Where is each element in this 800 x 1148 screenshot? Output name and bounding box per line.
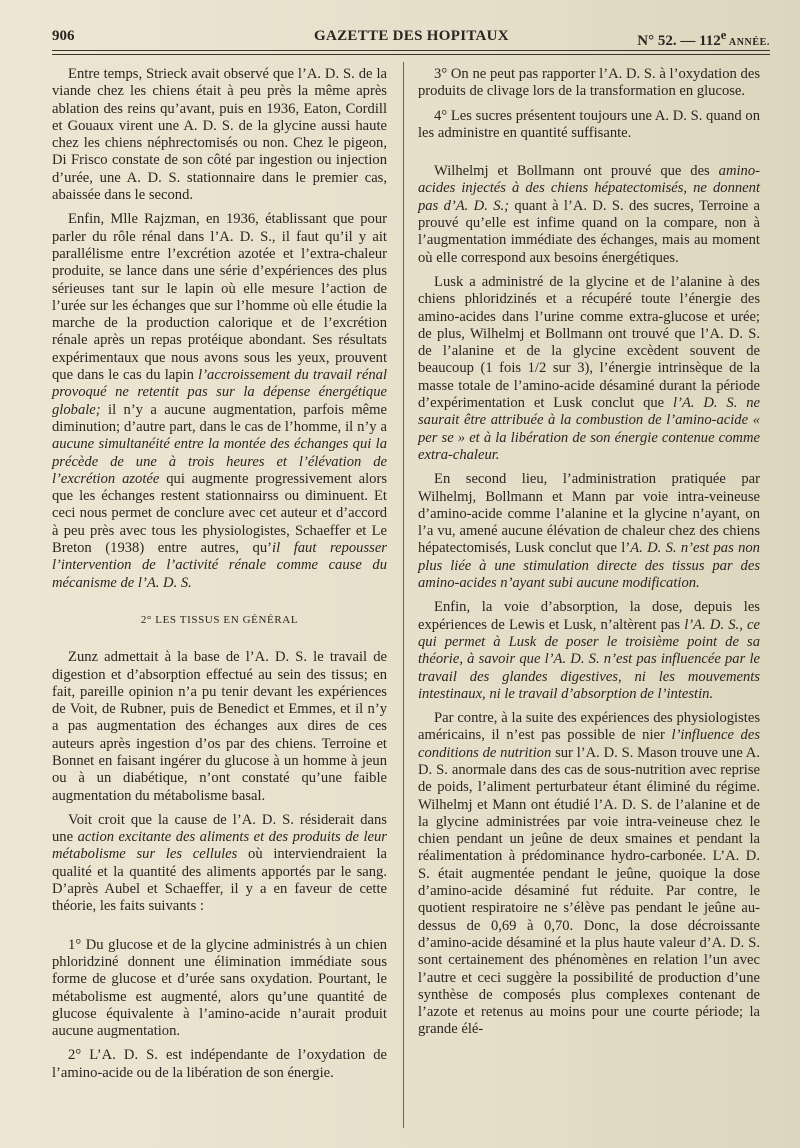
paragraph: Zunz admettait à la base de l’A. D. S. le travail de digestion et d’absorption effectué au sein des tissus; en fait, pareille opinion n’a pu tenir devant les expériences de Voit, de Rubner, puis de Benedict et Emmes, et il n’y a pas augmentation des échanges aux dires de ces auteurs après ingestion d’os par des chiens. Terroine et Bonnet en faisant ingérer du glucose à un homme à jeun ou à un diabétique, n’ont constaté qu’une faible augmentation du métabolisme basal. [52, 649, 387, 804]
header-rule [52, 50, 770, 51]
running-header [52, 28, 770, 50]
header-rule-thin [52, 54, 770, 55]
left-column [52, 66, 387, 1089]
column-divider [403, 62, 404, 1128]
journal-title: GAZETTE DES HOPITAUX [314, 28, 509, 44]
paragraph: Par contre, à la suite des expériences des physiologistes américains, il n’est pas possible de nier l’influence des conditions de nutrition sur l’A. D. S. Mason trouve une A. D. S. anormale dans des cas de sous-nutrition avec reprise de poids, l’aliment perturbateur étant éliminé du régime. Wilhelmj et Mann ont étudié l’A. D. S. de l’alanine et de la glycine administrées par voie intra-veineuse chez le chien pendant un jeûne de deux smaines et pendant la réalimentation à prédominance hydro-carbonée. L’A. D. S. était augmentée pendant le jeûne, quoique la dose d’amino-acide désaminé fut réduite. Par contre, le quotient respiratoire ne s’élève pas pendant le jeûne au-dessus de 0,69 à 0,70. Donc, la dose décroissante d’amino-acide désaminé et la plus haute valeur d’A. D. S. sont certainement des phénomènes en relation l’un avec l’autre et ceci suggère la possibilité de production d’une synthèse de composés plus complexes contenant de l’azote et retenus au moins pour une courte période; la grande élé- [418, 710, 761, 1038]
page-number: 906 [52, 28, 75, 44]
section-heading: 2° LES TISSUS EN GÉNÉRAL [140, 613, 299, 626]
paragraph: Entre temps, Strieck avait observé que l’A. D. S. de la viande chez les chiens était à peu près la même après ablation des reins qu’avant, puis en 1936, Eaton, Cordill et Gouaux virent une A. D. S. de la glycine aussi haute chez les chiens néphrectomisés ou non. Chez le pigeon, Di Frisco constate de son côté par ingestion ou injection d’urée, une A. D. S. stationnaire dans le premier cas, abaissée dans le second. [52, 66, 387, 204]
paragraph: Enfin, Mlle Rajzman, en 1936, établissant que pour parler du rôle rénal dans l’A. D. S., il faut qu’il y ait parallélisme entre l’excrétion azotée et l’extra-chaleur produite, se lance dans une série d’expériences des plus sérieuses tant sur le lapin où elle mesure l’action de l’urée sur les échanges que sur l’homme où elle étudie la marche de la production calorique et de l’excrétion rénale après un repas protéique abondant. Ses résultats expérimentaux que nous avons sous les yeux, prouvent que dans le cas du lapin l’accroissement du travail rénal provoqué ne retentit pas sur la dépense énergétique globale; il n’y a aucune augmentation, parfois même diminution; d’autre part, dans le cas de l’homme, il n’y a aucune simultanéité entre la montée des échanges qui la précède de une à trois heures et l’élévation de l’excrétion azotée qui augmente progressivement alors que les échanges restent stationnairss ou diminuent. Et ceci nous permet de conclure avec cet auteur et d’accord à peu près avec tous les physiologistes, Schaeffer et Le Breton (1938) entre autres, qu’il faut repousser l’intervention de l’activité rénale comme cause du mécanisme de l’A. D. S. [52, 211, 388, 591]
list-item: 2° L’A. D. S. est indépendante de l’oxydation de l’amino-acide ou de la libération de son énergie. [52, 1047, 387, 1081]
paragraph: Voit croit que la cause de l’A. D. S. résiderait dans une action excitante des aliments et des produits de leur métabolisme sur les cellules où interviendraient la qualité et la quantité des aliments apportés par le sang. D’après Aubel et Schaeffer, il y a en faveur de cette théorie, les faits suivants : [52, 811, 387, 915]
issue-label: N° 52. — 112e ANNÉE. [637, 28, 770, 49]
list-item: 3° On ne peut pas rapporter l’A. D. S. à l’oxydation des produits de clivage lors de la transformation en glucose. [418, 66, 760, 100]
list-item: 1° Du glucose et de la glycine administrés à un chien phloridziné donnent une élimination immédiate sous forme de glucose et d’urée sans oxydation. Pourtant, le métabolisme est augmenté, alors qu’une quantité de glucose équivalente à l’amino-acide n’aurait produit aucune augmentation. [52, 936, 387, 1040]
list-item: 4° Les sucres présentent toujours une A. D. S. quand on les administre en quantité suffisante. [418, 107, 760, 141]
right-column [418, 66, 760, 1046]
paragraph: Lusk a administré de la glycine et de l’alanine à des chiens phloridzinés et a récupéré toute l’énergie des amino-acides dans l’urine comme extra-glucose et urée; de plus, Wilhelmj et Bollmann ont trouvé que l’A. D. S. de l’alanine et de la glycine excèdent souvent de beaucoup (1 fois 1/2 sur 3), l’énergie intrinsèque de la masse totale de l’amino-acide désaminé durant la période d’expérimentation et Lusk conclut que l’A. D. S. ne saurait être attribuée à la combustion de l’amino-acide « per se » et à la libération de son énergie contenue comme extra-chaleur. [418, 273, 760, 463]
paragraph: Wilhelmj et Bollmann ont prouvé que des amino-acides injectés à des chiens hépatectomisés, ne donnent pas d’A. D. S.; quant à l’A. D. S. des sucres, Terroine a prouvé qu’elle est infime quand on la compare, non à l’augmentation immédiate des échanges, mais au moment où elle correspond aux besoins énergétiques. [418, 163, 760, 266]
paragraph: Enfin, la voie d’absorption, la dose, depuis les expériences de Lewis et Lusk, n’altèrent pas l’A. D. S., ce qui permet à Lusk de poser le troisième point de sa théorie, à savoir que l’A. D. S. n’est pas influencée par le travail des glandes digestives, ni les mouvements intestinaux, ni le travail d’absorption de l’intestin. [418, 599, 760, 702]
paragraph: En second lieu, l’administration pratiquée par Wilhelmj, Bollmann et Mann par voie intra-veineuse d’amino-acide comme l’alanine et la glycine n’ayant, on l’a vu, amené aucune élévation de chaleur chez des chiens hépatectomisés, Lusk conclut que l’A. D. S. n’est pas non plus liée à une stimulation directe des tissus par des amino-acides n’ayant subi aucune modification. [418, 471, 760, 592]
